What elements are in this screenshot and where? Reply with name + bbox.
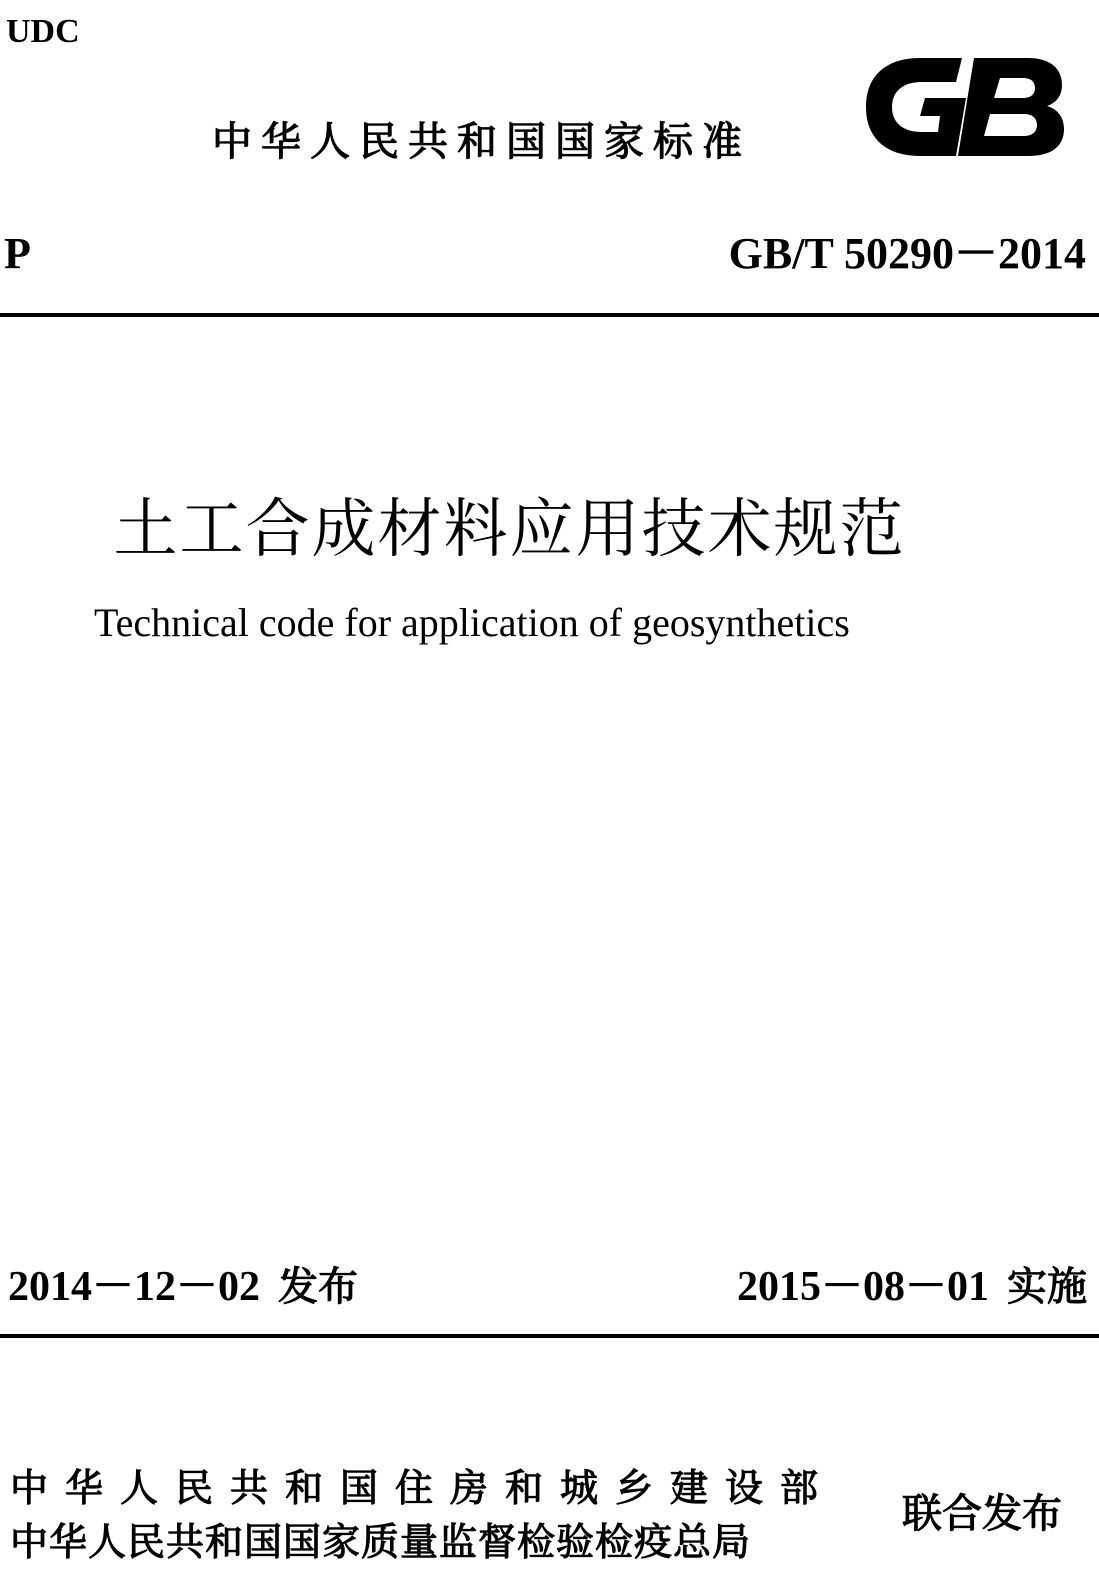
- top-divider: [0, 313, 1099, 317]
- joint-release-label: 联合发布: [902, 1491, 1062, 1537]
- classification-code: P: [4, 229, 31, 278]
- standard-number: GB/T 50290－2014: [728, 229, 1086, 278]
- title-chinese: 土工合成材料应用技术规范: [113, 493, 906, 567]
- effective-label: 实施: [1007, 1264, 1087, 1310]
- title-english: Technical code for application of geosynthetics: [94, 600, 850, 645]
- gb-logo: [858, 52, 1068, 162]
- issue-date: 2014－12－02: [8, 1264, 261, 1310]
- effective-date-line: [737, 1262, 1087, 1312]
- publisher-aqsiq: 中华人民共和国国家质量监督检验检疫总局: [10, 1520, 752, 1564]
- udc-label: UDC: [6, 13, 80, 50]
- effective-date: 2015－08－01: [736, 1264, 989, 1310]
- national-standard-heading: 中华人民共和国国家标准: [212, 119, 751, 165]
- issue-label: 发布: [278, 1264, 359, 1310]
- issue-date-line: [8, 1262, 358, 1312]
- bottom-divider: [0, 1334, 1099, 1338]
- publisher-ministry: 中华人民共和国住房和城乡建设部: [10, 1466, 836, 1510]
